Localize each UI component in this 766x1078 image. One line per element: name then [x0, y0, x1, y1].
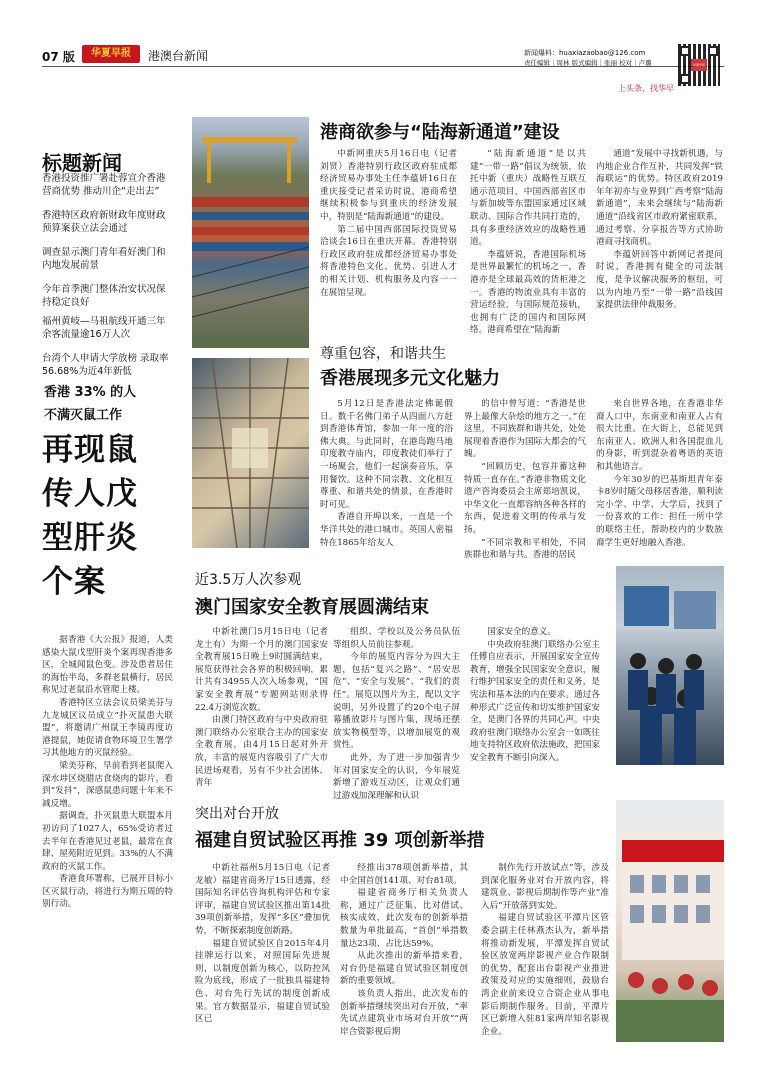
article1-col1: 中新网重庆5月16日电（记者 刘贤）香港特别行政区政府驻成都经济贸易办事处主任李蕴妍16日在重庆接受记者采访时说，港商希望继续积极参与到重庆的经济发展中，特别是“陆海新通道”的建设。 第二届中国西部国际投资贸易洽谈会16日在重庆开幕。香港特别行政区政府驻成都经济贸易办事处将香港特色文化、优势、引进人才的相关计划、机构服务及内容一一在展馆呈现。 [320, 149, 457, 298]
article1-col2: “陆海新通道”是以共建“一带一路”倡议为统领，依托中新（重庆）战略性互联互通示范项目，中国西部省区市与新加坡等东盟国家通过区域联动、国际合作共同打造的，具有多重经济效应的战略性通道。 李蕴妍说，香港国际机场是世界最繁忙的机场之一，香港亦是全球最高效的货柜港之一。香港的物流业具有丰富的营运经验，与国际规范接轨，也拥有广泛的国内和国际网络。港商希望在“陆海新 [470, 149, 586, 336]
article2-headline: 香港展现多元文化魅力 [320, 368, 500, 389]
section-name: 港澳台新闻 [148, 49, 209, 63]
article1-headline: 港商欲参与“陆海新通道”建设 [320, 122, 560, 143]
rat-story-kicker-a: 香港 33% 的人 [44, 385, 137, 400]
article3-kicker: 近3.5万人次参观 [195, 572, 302, 588]
article3-headline: 澳门国家安全教育展圆满结束 [195, 597, 429, 618]
headline-list [42, 172, 172, 389]
article1-col3: 通道”发展中寻找新机遇，与内地企业合作互补，共同发挥“铁海联运”的优势。特区政府2019年年初亦与业界到广西考察“陆海新通道”，未来会继续与“陆海新通道”沿线省区市政府紧密联系，通过考察、分享报告等方式协助港商寻找商机。 李蕴妍回答中新网记者提问时说，香港拥有健全的司法制度，是争议解决服务的枢纽，可以为内地乃至“一带一路”沿线国家提供法律仲裁服务。 [596, 149, 723, 311]
article2-kicker: 尊重包容，和谐共生 [320, 346, 446, 362]
headline-item[interactable]: 福州黄岐—马祖航线开通三年余客流量逾16万人次 [42, 316, 166, 340]
editors-text: 责任编辑｜周林 版式编辑｜张丽 校对｜卢璐 [524, 59, 652, 67]
article4-kicker: 突出对台开放 [195, 806, 279, 822]
page-number: 07 版 [42, 50, 75, 64]
headline-item[interactable]: 今年首季澳门整体治安状况保持稳定良好 [42, 284, 166, 308]
hotline-text: 新闻爆料：huaxiazaobao@126.com [524, 49, 646, 57]
headline-item[interactable]: 香港特区政府新财政年度财政预算案获立法会通过 [42, 210, 166, 234]
newspaper-logo: 华夏早报 [82, 45, 140, 63]
rat-story-kicker-b: 不满灭鼠工作 [44, 408, 123, 423]
article2-col3: 来自世界各地，在香港非华裔人口中，东南亚和南亚人占有很大比重。在大街上，总能见到东南亚人、欧洲人和各国混血儿的身影，听到混杂着粤语的英语和其他语言。 今年30岁的巴基斯坦青年泰卡8岁时随父母移居香港，顺利读完小学、中学、大学后，找到了一份喜欢的工作：担任一所中学的联络主任，帮助校内的少数族裔学生更好地融入香港。 [596, 399, 723, 548]
hong-kong-building-photo [192, 358, 309, 548]
sidebar-title: 标题新闻 [42, 151, 122, 175]
film-base-building-photo [616, 800, 724, 1042]
rat-story-headline: 再现鼠传人戊型肝炎个案 [42, 432, 138, 600]
article4-col1: 中新社福州5月15日电（记者 龙敏）福建省商务厅15日透露，经国际知名评估咨询机构评估和专家评审，福建自贸试验区推出第14批39项创新举措，发挥“多区”叠加优势，不断探索制度创新路。 福建自贸试验区自2015年4月挂牌运行以来，对照国际先进规则，以制度创新为核心，以防控风险为底线，形成了一批独具福建特色、对台先行先试的制度创新成果。官方数据显示，福建自贸试验区已 [195, 863, 330, 1025]
rat-story-body: 据香港《大公报》报道，人类感染大鼠戊型肝炎个案再现香港多区，全城闻鼠色变。涉及患者居住的海怡半岛，多群老鼠横行，居民称见过老鼠沿水管爬上楼。 香港特区立法会议员梁美芬与九龙城区议员成立“扑灭鼠患大联盟”，将邀请广州鼠王李镜再度访港提鼠，她促请食物环境卫生署学习其他地方的灭鼠经验。 梁美芬称，早前看到老鼠爬入深水埗区烧腊店食烧肉的影片，看到“发抖”，深感鼠患问题十年来不减反增。 据调查，扑灭鼠患大联盟本月初访问了1027人，65%受访者过去半年在香港见过老鼠，最常在食肆、屋苑附近见到。33%的人不满政府的灭鼠工作。 香港食环署称，已展开目标小区灭鼠行动，将进行为期五周的特别行动。 [42, 635, 173, 910]
headline-item[interactable]: 台湾个人申请大学放榜 录取率56.68%为近4年新低 [42, 353, 169, 377]
qr-center-logo: 华夏早报 [691, 59, 707, 71]
railway-freight-photo [192, 117, 309, 348]
article4-col2: 经推出378项创新举措，其中全国首创141项、对台81项。 福建省商务厅相关负责人称，通过广泛征集、比对借试、核实成效，此次发布的创新举措数量为单批最高，“首创”举措数量达23项、占比达59%。 从此次推出的新举措来看，对台仍是福建自贸试验区制度创新的重要领域。 该负责人指出，此次发布的创新举措继续突出对台开放，“率先试点建筑业市场对台开放”“两岸合资影视后期 [340, 863, 468, 1037]
headline-item[interactable]: 调查显示澳门青年看好澳门和内地发展前景 [42, 247, 166, 271]
header-slogan: 上头条，找华早 [618, 84, 674, 93]
article3-col2: 组织、学校以及公务员队伍等组织人员前往参观。 今年的展览内容分为四大主题，包括“复兴之路”、“居安思危”、“安全与发展”、“我们的责任”。展览以图片为主，配以文字说明，另外设置了约20个电子屏幕播放影片与图片集，现场还摆放实物模型等，以增加展览的观赏性。 此外，为了进一步加强青少年对国家安全的认识，今年展览新增了游戏互动区，让观众们通过游戏加深理解和认识 [333, 627, 460, 801]
article3-col3: 国家安全的意义。 中央政府驻澳门联络办公室主任傅自应表示，开展国家安全宣传教育，增强全民国家安全意识，履行维护国家安全的责任和义务，是宪法和基本法的内在要求。通过各种形式广泛宣传和切实维护国家安全，是澳门各界的共同心声。中央政府驻澳门联络办公室会一如既往地支持特区政府依法施政，把国家安全教育不断引向深入。 [470, 627, 600, 763]
article2-col1: 5月12日是香港法定佛诞假日。数千名佛门弟子从四面八方赶到香港体育馆，参加一年一度的浴佛大典。与此同时，在港岛跑马地印度教寺庙内，印度教徒们举行了一场聚会，他们一起演奏音乐，享用餐饮。这种不同宗教、文化相互尊重、和谐共处的情景，在香港时时可见。 香港自开埠以来，一直是一个华洋共处的港口城市。英国人密福特在1865年给友人 [320, 399, 453, 548]
headline-item[interactable]: 香港投资推广署赴蓉宣介香港营商优势 推动川企“走出去” [42, 173, 166, 197]
article4-headline: 福建自贸试验区再推 39 项创新举措 [195, 830, 485, 851]
qr-code [678, 44, 720, 86]
article3-col1: 中新社澳门5月15日电（记者 龙土有）为期一个月的澳门国家安全教育展15日晚上9时圆满结束，展览获得社会各界的积极回响，累计共有34955人次入场参观，“国家安全教育展”专题网站则录得22.4万浏览次数。 由澳门特区政府与中央政府驻澳门联络办公室联合主办的国家安全教育展，由4月15日起对外开放，丰富的展览内容吸引了广大市民进场观看，另有不少社会团体、青年 [195, 627, 328, 789]
article4-col3: 制作先行开放试点”等，涉及到深化服务业对台开放内容，将建筑业、影视后期制作等产业“准入后”开放落到实处。 福建自贸试验区平潭片区管委会副主任林燕杰认为，新举措将推动新发展，平潭发挥自贸试验区放宽两岸影视产业合作限制的优势，配套出台影视产业推进政策及对应的实施细则，鼓励台湾企业前来设立合资企业从事电影后期制作服务。目前，平潭片区已新增入驻81家两岸知名影视企业。 [481, 863, 609, 1037]
article2-col2: 的信中曾写道：“香港是世界上最像大杂烩的地方之一。”在这里，不同族群和谐共处，处处展现着香港作为国际大都会的气魄。 “回顾历史，包容并蓄这种特质一直存在。”香港非物质文化遗产咨询委员会主席郑培凯说，中华文化一直都容纳各种各样的东西，促进着文明的传承与发扬。 “不同宗教和平相处，不同族群也和谐与共。香港的居民 [464, 399, 586, 561]
exhibition-visitors-photo [616, 566, 724, 765]
